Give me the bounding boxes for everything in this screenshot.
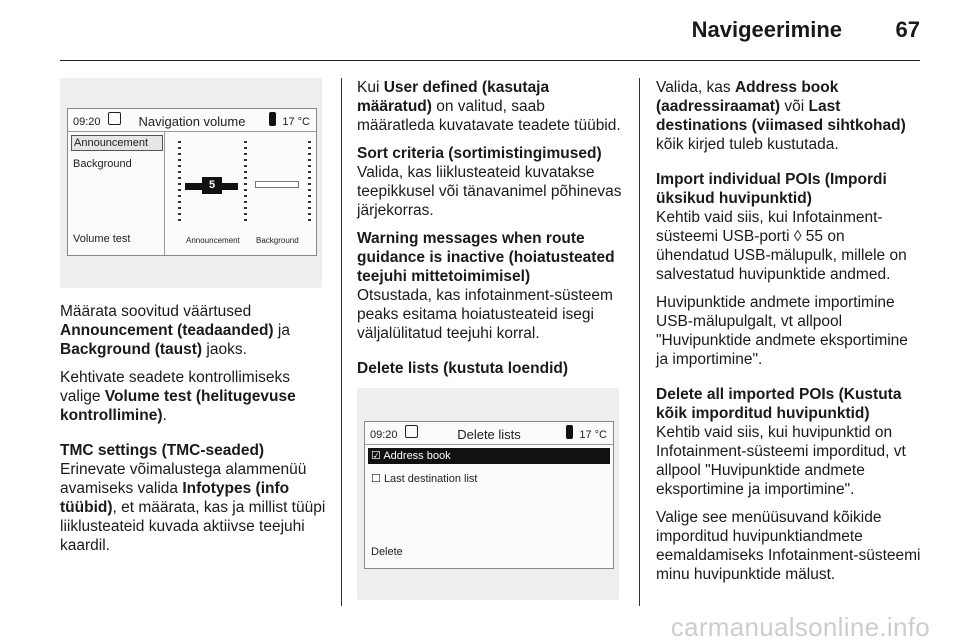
subheading-text: Import individual POIs (Impordi üksikud huvipunktid) [656,171,887,207]
term: Background (taust) [60,341,203,358]
checkbox-icon: ☐ [371,473,381,485]
term: Address book (aadressiraamat) [656,79,839,115]
paragraph [656,508,922,584]
paragraph [656,170,922,284]
paragraph [60,302,328,359]
paragraph [656,78,922,154]
item-label: Last destination list [383,473,478,485]
text: Määrata soovitud väärtused [60,303,252,320]
header-rule [60,60,920,61]
screen-status-bar [68,109,316,132]
subheading-text: Delete lists (kustuta loendid) [357,360,569,377]
page-header [0,0,960,62]
text: ja [273,322,290,339]
text: Erinevate võimalustega alammenüü avamiseks valida [60,461,307,497]
volume-menu [68,132,165,255]
text: . [162,407,167,424]
scale-middle [244,141,247,223]
checked-box-icon: ☑ [371,450,381,462]
thermometer-icon [566,425,573,439]
text: kõik kirjed tuleb kustutada. [656,136,839,153]
page-number: 67 [895,17,920,42]
text: Kui [357,79,384,96]
list-item-last-destinations[interactable] [371,470,478,489]
nav-volume-screen [67,108,317,256]
watermark: carmanualsonline.info [670,612,930,642]
subheading [357,359,625,378]
list-item-address-book[interactable] [368,448,610,464]
clock: 09:20 [370,429,398,441]
temperature: 17 °C [579,429,607,441]
text: , et määrata, kas ja millist tüüpi liiklusteateid kuvada aktiivse teejuhi kaardil. [60,499,326,554]
paragraph [656,293,922,369]
label-background: Background [256,236,299,245]
delete-lists-figure [357,388,619,600]
subheading [60,441,328,555]
text: Kehtib vaid siis, kui Infotainment-süsteemi USB-porti ◊ 55 on ühendatud USB-mälupulk, millele on salvestatud huvipunktide andmed. [656,209,907,283]
term: Infotypes (info tüübid) [60,480,290,516]
column-3 [656,78,922,593]
delete-button[interactable]: Delete [371,546,403,558]
text: jaoks. [202,341,247,358]
menu-item-volume-test[interactable]: Volume test [73,233,131,245]
text: Huvipunktide andmete importimine USB-mälupulgalt, vt allpool "Huvipunktide andmete eksportimine ja importimine". [656,294,908,368]
paragraph [357,144,625,220]
column-divider-2 [639,78,640,606]
label-announcement: Announcement [186,236,240,245]
screen-title: Delete lists [457,427,521,442]
subheading-text: Warning messages when route guidance is inactive (hoiatusteated teejuhi mittetoimimisel) [357,230,615,285]
paragraph [357,78,625,135]
term: Last destinations (viimased sihtkohad) [656,98,906,134]
text: Valida, kas liiklusteateid kuvatakse teepikkusel või tänavanimel põhinevas järjekorras. [357,164,622,219]
scale-left [178,141,181,223]
column-divider-1 [341,78,342,606]
navigation-volume-figure [60,78,322,288]
scale-right [308,141,311,223]
paragraph [60,368,328,425]
subheading-text: TMC settings (TMC-seaded) [60,442,265,459]
text: Kehtib vaid siis, kui huvipunktid on Infotainment-süsteemi imporditud, vt allpool "Huvipunktide andmete eksportimine ja importimine". [656,424,906,498]
menu-item-background[interactable]: Background [73,158,132,170]
paragraph [656,385,922,499]
background-slider[interactable] [255,181,299,188]
screen-status-bar [365,422,613,445]
text: Otsustada, kas infotainment-süsteem peaks esitama hoiatusteateid isegi väljalülitatud teejuhi korral. [357,287,613,342]
text: Kehtivate seadete kontrollimiseks valige [60,369,291,405]
column-1 [60,78,328,564]
clock: 09:20 [73,116,101,128]
temperature: 17 °C [282,116,310,128]
column-2 [357,78,625,600]
subheading-text: Sort criteria (sortimistingimused) [357,145,602,162]
paragraph [357,229,625,343]
subheading-text: Delete all imported POIs (Kustuta kõik imporditud huvipunktid) [656,386,902,422]
term: Volume test (helitugevuse kontrollimine) [60,388,296,424]
term: User defined (kasutaja määratud) [357,79,550,115]
screen-title: Navigation volume [138,114,246,129]
term: Announcement (teadaanded) [60,322,274,339]
text: või [780,98,809,115]
thermometer-icon [269,112,276,126]
text: on valitud, saab määratleda kuvatavate teadete tüübid. [357,98,621,134]
delete-lists-screen [364,421,614,569]
text: Valige see menüüsuvand kõikide imporditud huvipunktiandmete eemaldamiseks Infotainment-süsteemi minu huvipunktide mälust. [656,509,921,583]
announcement-value: 5 [202,177,222,194]
text: Valida, kas [656,79,735,96]
section-title: Navigeerimine [691,17,842,42]
menu-item-announcement[interactable]: Announcement [71,135,163,151]
item-label: Address book [383,450,451,462]
